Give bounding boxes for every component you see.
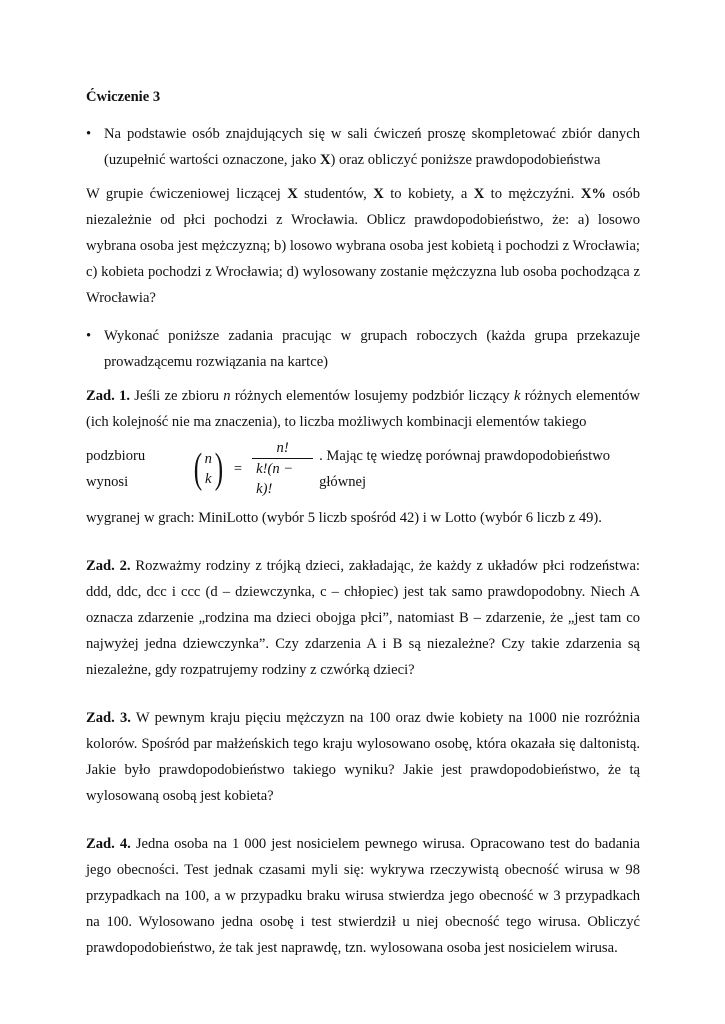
bullet-2-text: Wykonać poniższe zadania pracując w grupach roboczych (każda grupa przekazuje prowadzącemu rozwiązania na kartce) (104, 328, 640, 370)
task-4: Zad. 4. Jedna osoba na 1 000 jest nosicielem pewnego wirusa. Opracowano test do badania jego obecności. Test jednak czasami myli się: wykrywa rzeczywistą obecność wirusa w 98 przypadkach na 100, a w przypadku braku wirusa stwierdza jego obecność w 3 przypadkach na 100. Wylosowano jedna osobę i test stwierdził u niej obecność tego wirusa. Obliczyć prawdopodobieństwo, że tak jest naprawdę, tzn. wylosowana osoba jest nosicielem wirusa. (86, 836, 641, 956)
task-1-label: Zad. 1. (86, 388, 131, 404)
bullet-1-text: Na podstawie osób znajdujących się w sali ćwiczeń proszę skompletować zbiór danych (uzupełnić wartości oznaczone, jako X) oraz obliczyć poniższe prawdopodobieństwa (104, 126, 640, 168)
page-title: Ćwiczenie 3 (86, 89, 161, 105)
bullet-icon: • (86, 328, 92, 344)
task-1: Zad. 1. Jeśli ze zbioru n różnych elementów losujemy podzbiór liczący k różnych elementów (ich kolejność nie ma znaczenia), to liczba możliwych kombinacji elementów takiego podzbioru wynosi ( n k ) = $\frac{n!}{k!(n - k)!}$ . Mając tę wiedzę porównaj prawdopodobieństwo głównej wygranej w grach: MiniLotto (wybór 5 liczb spośród 42) i w Lotto (wybór 6 liczb z 49). (86, 388, 641, 526)
task-4-label: Zad. 4. (86, 836, 131, 852)
bullet-icon: • (86, 126, 92, 142)
bullet-item-1 (86, 121, 640, 173)
binomial-coefficient: ( n k ) (193, 445, 224, 492)
task-3-label: Zad. 3. (86, 710, 131, 726)
task-2: Zad. 2. Rozważmy rodziny z trójką dzieci, zakładając, że każdy z układów płci rodzeństwa: ddd, ddc, dcc i ccc (d – dziewczynka, c – chłopiec) jest tak samo prawdopodobny. Niech A oznacza zdarzenie „rodzina ma dzieci obojga płci”, natomiast B – zdarzenie, że „jest tam co najwyżej jedna dziewczynka”. Czy zdarzenia A i B są niezależne? Czy takie zdarzenia są niezależne, gdy rozpatrujemy rodziny z czwórką dzieci? (86, 558, 640, 678)
combination-formula-line: podzbioru wynosi ( n k ) = $\frac{n!}{k!(n - k)!}$ . Mając tę wiedzę porównaj prawdopodobieństwo głównej (86, 440, 611, 497)
exercise-paragraph: W grupie ćwiczeniowej liczącej X studentów, X to kobiety, a X to mężczyźni. X% osób niezależnie od płci pochodzi z Wrocławia. Oblicz prawdopodobieństwo, że: a) losowo wybrana osoba jest mężczyzną; b) losowo wybrana osoba jest kobietą i pochodzi z Wrocławia; c) kobieta pochodzi z Wrocławia; d) wylosowany zostanie mężczyzna lub osoba pochodząca z Wrocławia? (86, 186, 640, 306)
document-content (86, 84, 640, 961)
task-2-label: Zad. 2. (86, 558, 131, 574)
bullet-item-2 (86, 323, 640, 375)
factorial-fraction: $\frac{n!}{k!(n - k)!}$ (252, 438, 313, 499)
task-3: Zad. 3. W pewnym kraju pięciu mężczyzn na 100 oraz dwie kobiety na 1000 nie rozróżnia kolorów. Spośród par małżeńskich tego kraju wylosowano osobę, która okazała się daltonistą. Jakie było prawdopodobieństwo takiego wyniku? Jakie jest prawdopodobieństwo, że tą wylosowaną osobą jest kobieta? (86, 710, 641, 804)
